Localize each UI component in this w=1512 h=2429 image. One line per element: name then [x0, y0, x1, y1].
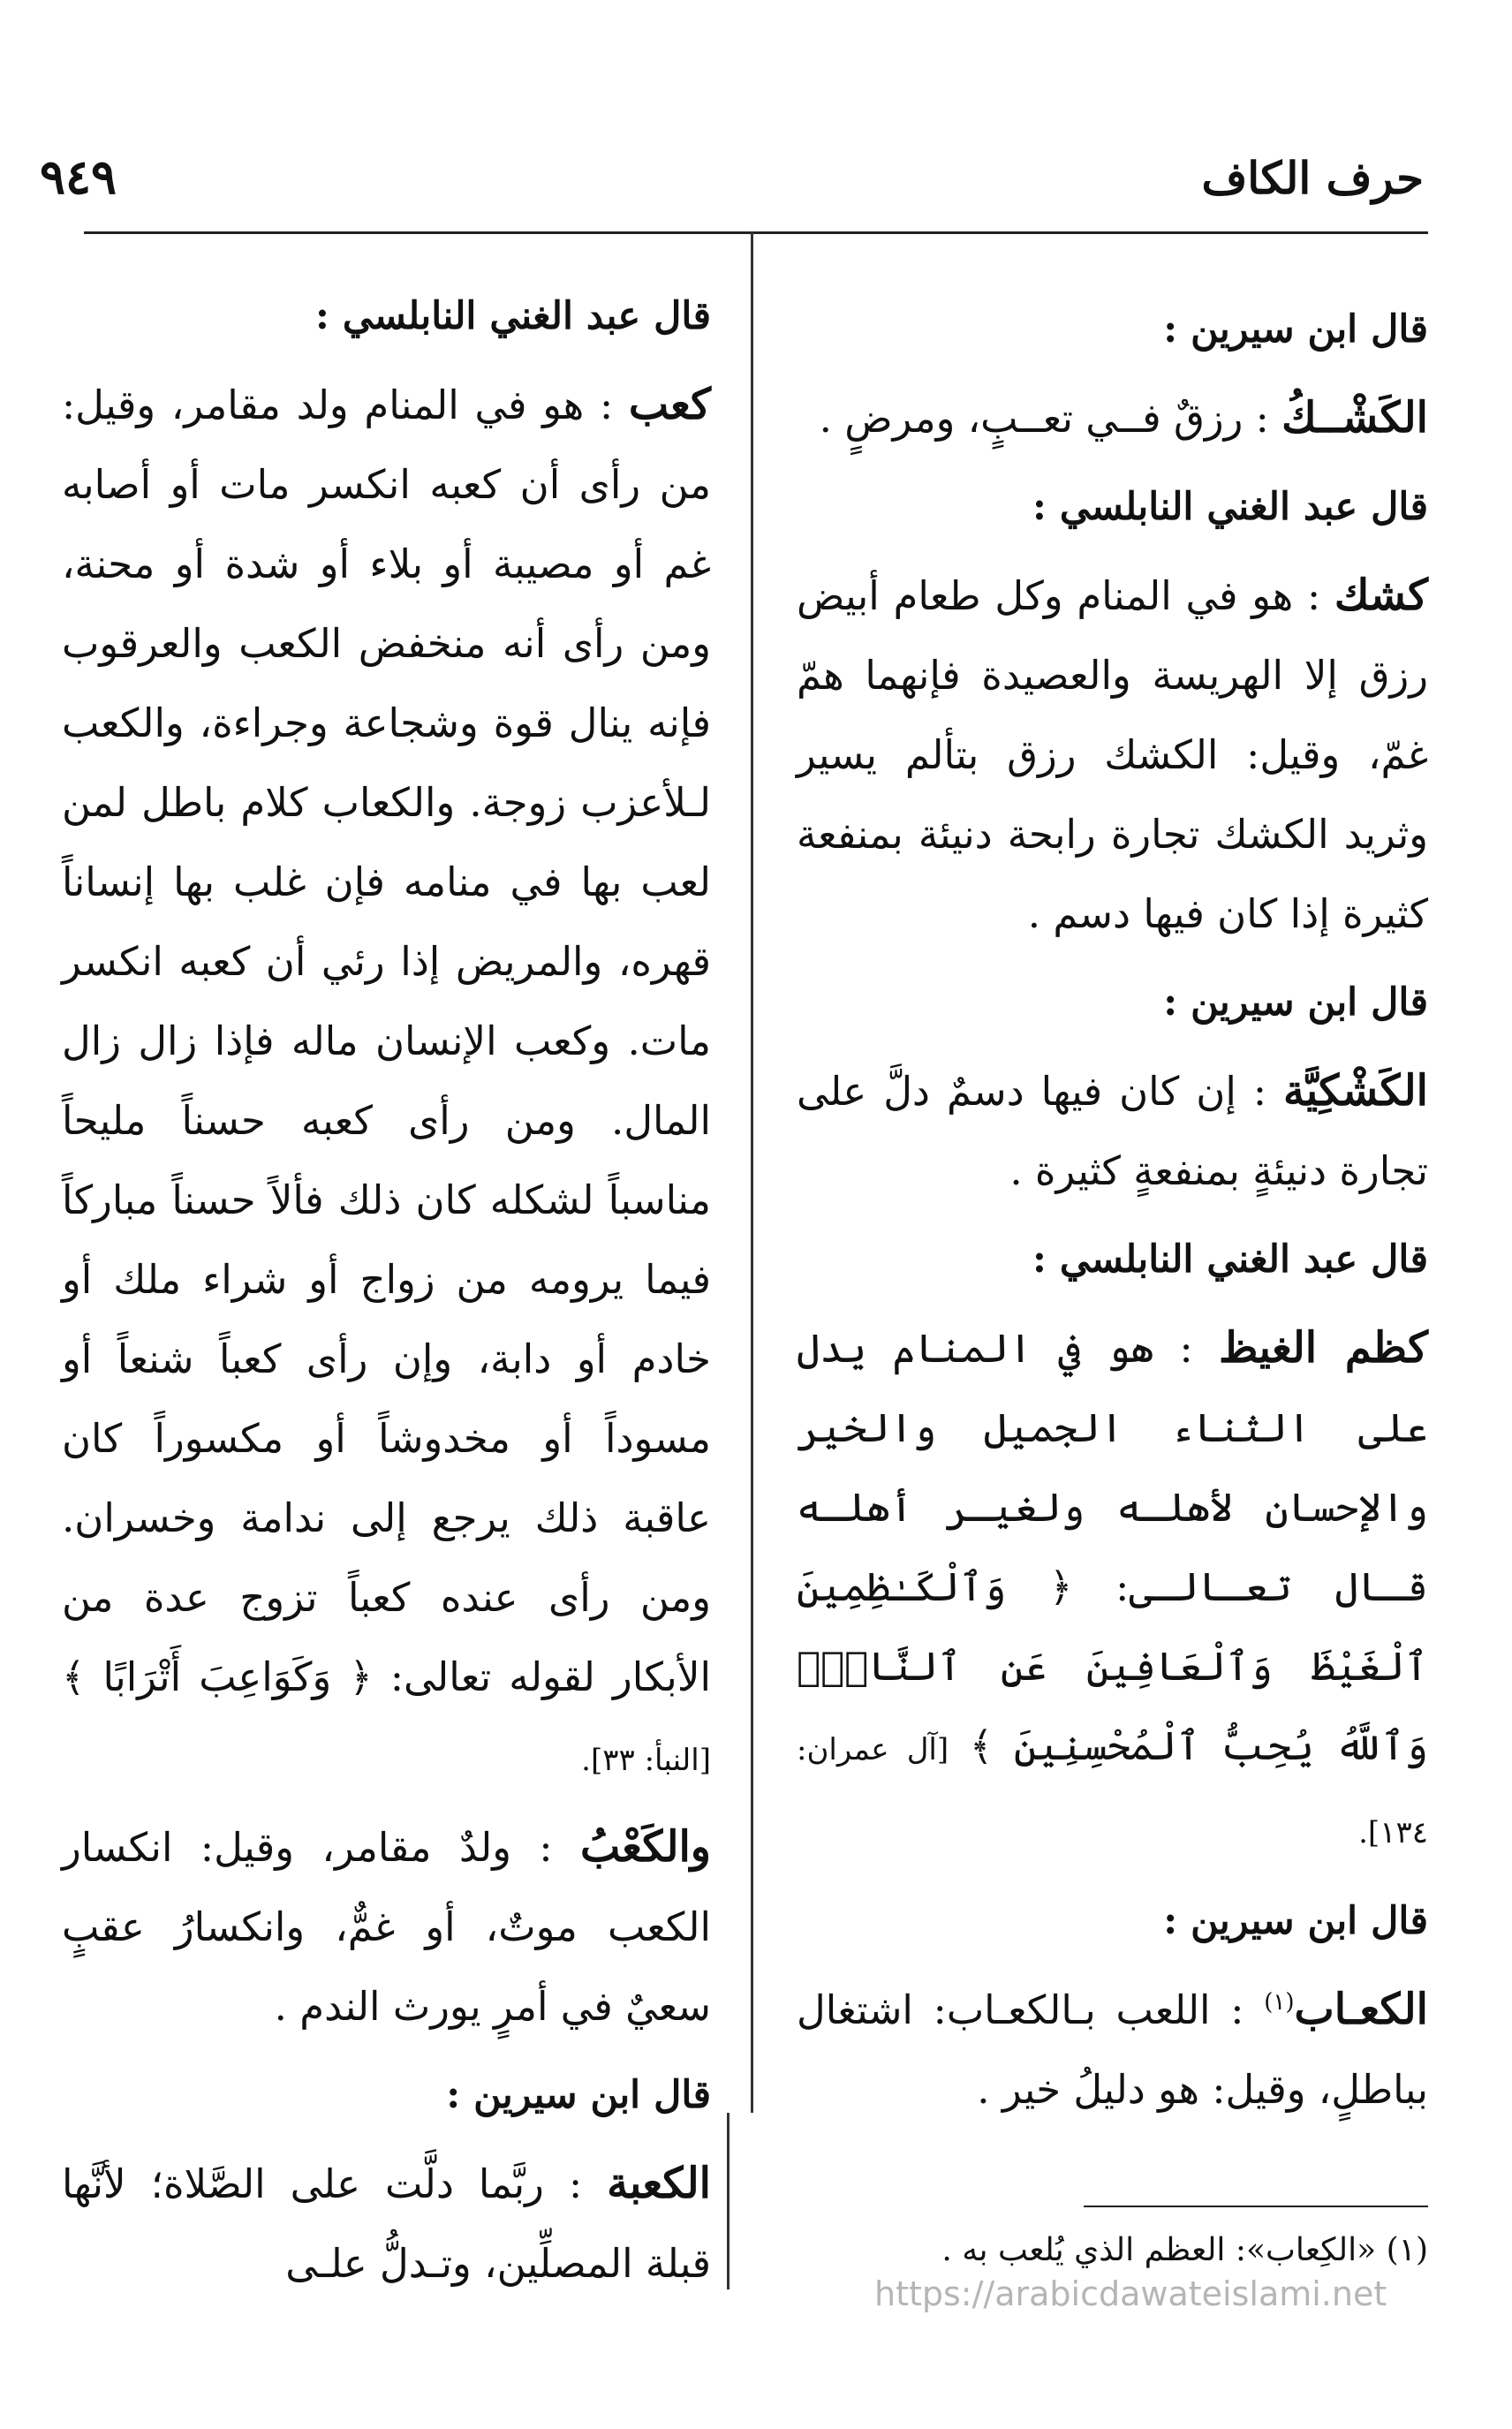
quran-verse: ﴿ وَٱلْكَـٰظِمِينَ ٱلْغَيْظَ وَٱلْعَافِينَ عَنِ ٱلنَّاسِۗ وَٱللَّهُ يُحِبُّ ٱلْمُحْسِنِينَ ﴾	[797, 1563, 1429, 1769]
dictionary-entry	[797, 1970, 1428, 2130]
source-heading: قال ابن سيرين :	[446, 2073, 711, 2117]
source-heading: قال عبد الغني النابلسي :	[315, 294, 711, 338]
dictionary-entry	[797, 1051, 1428, 1211]
entry-term: الكعبة	[607, 2159, 712, 2208]
entry-term: كظم الغيظ	[1218, 1323, 1428, 1373]
entry-term: كشك	[1334, 571, 1428, 620]
entry-text: : رزقٌ فــي تعــبٍ، ومرضٍ .	[819, 395, 1269, 442]
column-divider-lower	[727, 2113, 730, 2289]
entry-text: : هو في المنام يدل على الثناء الجميل والخير والإحسان لأهلـه ولغيـر أهلـه قـال تعـالـى:	[797, 1325, 1428, 1610]
left-column	[62, 268, 711, 2311]
right-column	[797, 281, 1428, 2137]
source-heading: قال عبد الغني النابلسي :	[1032, 485, 1428, 529]
quran-verse: ﴿ وَكَوَاعِبَ أَتْرَابًا ﴾	[62, 1653, 373, 1700]
entry-text: : ولدٌ مقامر، وقيل: انكسار الكعب موتٌ، أو غمٌّ، وانكسارُ عقبٍ سعيٌ في أمرٍ يورث الندم .	[62, 1824, 711, 2030]
entry-term: الكعـاب	[1294, 1985, 1428, 2034]
verse-citation: [النبأ: ٣٣].	[581, 1743, 711, 1778]
source-heading: قال ابن سيرين :	[1163, 980, 1428, 1025]
header-rule	[84, 231, 1428, 234]
footnote-rule	[1084, 2206, 1428, 2207]
page-header-title: حرف الكاف	[1201, 152, 1424, 204]
entry-term: كعب	[628, 380, 711, 429]
dictionary-entry	[62, 2144, 711, 2304]
footnote-number: (١)	[1386, 2232, 1428, 2268]
dictionary-entry	[797, 378, 1428, 458]
entry-term: الكَشْكِيَّة	[1282, 1066, 1428, 1116]
source-heading: قال ابن سيرين :	[1163, 307, 1428, 352]
entry-text: : هو في المنام وكل طعام أبيض رزق إلا الهريسة والعصيدة فإنهما همّ غمّ، وقيل: الكشك رزق بتألم يسير وثريد الكشك تجارة رابحة دنيئة بمنفعة كثيرة إذا كان فيها دسم .	[797, 572, 1428, 937]
dictionary-entry	[62, 1807, 711, 2047]
entry-text: : هو في المنام ولد مقامر، وقيل: من رأى أن كعبه انكسر مات أو أصابه غم أو مصيبة أو بلاء أو شدة أو محنة، ومن رأى أنه منخفض الكعب والعرقوب فإنه ينال قوة وشجاعة وجراءة، والكعب لـلأعزب زوجة. والكعاب كلام باطل لمن لعب بها في منامه فإن غلب بها إنساناً قهره، والمريض إذا رئي أن كعبه انكسر مات. وكعب الإنسان ماله فإذا زال زال المال. ومن رأى كعبه حسناً مليحاً مناسباً لشكله كان ذلك فألاً حسناً مباركاً فيما يرومه من زواج أو شراء ملك أو خادم أو دابة، وإن رأى كعباً شنعاً أو مسوداً أو مخدوشاً أو مكسوراً كان عاقبة ذلك يرجع إلى ندامة وخسران. ومن رأى عنده كعباً تزوج عدة من الأبكار لقوله تعالى:	[62, 382, 711, 1700]
column-divider	[751, 231, 753, 2113]
entry-text: : اللعب بـالكعـاب: اشتغال بباطلٍ، وقيل: هو دليلُ خير .	[797, 1986, 1428, 2113]
dictionary-entry	[62, 365, 711, 1800]
footnote-text: «الكِعاب»: العظم الذي يُلعب به .	[941, 2232, 1377, 2268]
source-heading: قال عبد الغني النابلسي :	[1032, 1237, 1428, 1282]
footnote	[757, 2226, 1428, 2275]
page-number: ٩٤٩	[40, 148, 117, 205]
entry-term: الكَشْــكُ	[1281, 393, 1428, 443]
verse-citation: [آل عمران: ١٣٤].	[797, 1732, 1428, 1850]
footnote-marker: (١)	[1264, 1989, 1295, 2016]
entry-text: : إن كان فيها دسمٌ دلَّ على تجارة دنيئةٍ بمنفعةٍ كثيرة .	[797, 1068, 1428, 1194]
dictionary-entry	[797, 556, 1428, 954]
entry-term: والكَعْبُ	[580, 1822, 711, 1872]
source-heading: قال ابن سيرين :	[1163, 1899, 1428, 1943]
watermark-url: https://arabicdawateislami.net	[874, 2274, 1387, 2313]
dictionary-entry	[797, 1308, 1428, 1873]
entry-text: : ربَّما دلَّت على الصَّلاة؛ لأنَّها قبلة المصلِّين، وتـدلُّ علـى	[62, 2160, 711, 2287]
